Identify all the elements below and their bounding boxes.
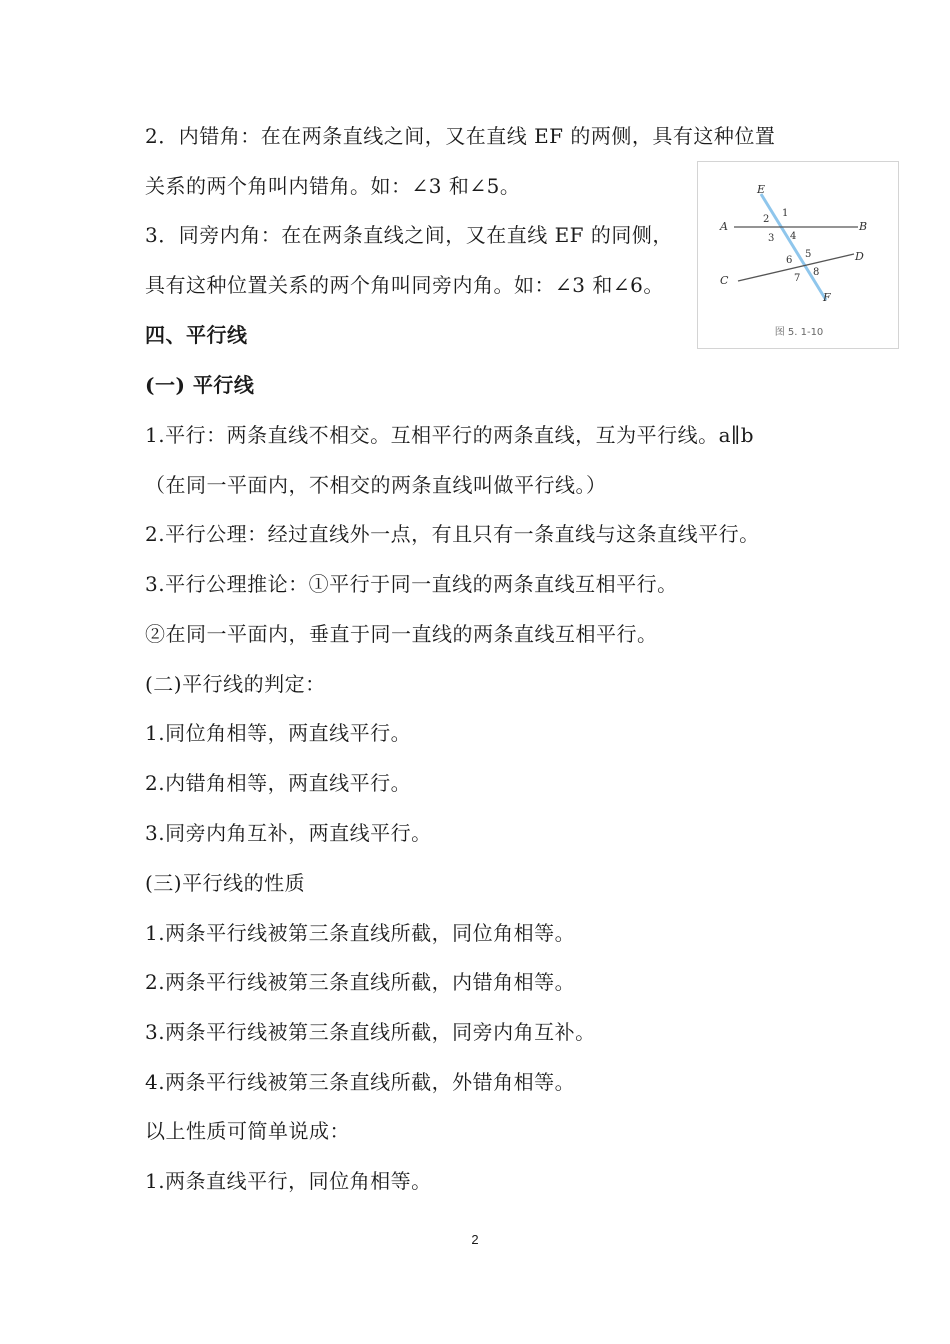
page-number: 2	[471, 1232, 479, 1247]
subsection-heading-2: (二)平行线的判定：	[145, 672, 326, 696]
angle-7-label: 7	[794, 273, 801, 284]
text-line-4: 具有这种位置关系的两个角叫同旁内角。如：∠3 和∠6。	[145, 273, 664, 297]
text-line-17: 1.两条平行线被第三条直线所截，同位角相等。	[145, 921, 576, 945]
angle-6-label: 6	[786, 255, 793, 266]
angle-1-label: 1	[782, 208, 789, 219]
text-line-18: 2.两条平行线被第三条直线所截，内错角相等。	[145, 970, 576, 994]
label-d: D	[855, 250, 864, 263]
text-line-21: 以上性质可简单说成：	[145, 1119, 350, 1143]
text-line-15: 3.同旁内角互补，两直线平行。	[145, 821, 432, 845]
text-line-2: 关系的两个角叫内错角。如：∠3 和∠5。	[145, 174, 521, 198]
text-line-13: 1.同位角相等，两直线平行。	[145, 721, 412, 745]
label-f: F	[823, 291, 831, 304]
text-line-20: 4.两条平行线被第三条直线所截，外错角相等。	[145, 1070, 576, 1094]
angle-diagram	[698, 162, 900, 350]
text-line-7: 1.平行：两条直线不相交。互相平行的两条直线，互为平行线。a∥b	[145, 423, 755, 447]
text-line-9: 2.平行公理：经过直线外一点，有且只有一条直线与这条直线平行。	[145, 522, 760, 546]
label-a: A	[720, 220, 728, 233]
label-c: C	[720, 274, 729, 287]
text-line-19: 3.两条平行线被第三条直线所截，同旁内角互补。	[145, 1020, 596, 1044]
angle-4-label: 4	[790, 231, 797, 242]
label-b: B	[859, 220, 868, 233]
section-heading-parallel-lines: 四、平行线	[145, 323, 248, 347]
transversal-ef	[761, 194, 826, 300]
text-line-3: 3．同旁内角：在在两条直线之间，又在直线 EF 的同侧，	[145, 223, 673, 247]
text-line-11: ②在同一平面内，垂直于同一直线的两条直线互相平行。	[145, 622, 658, 646]
figure-caption: 图 5. 1-10	[774, 327, 824, 338]
text-line-14: 2.内错角相等，两直线平行。	[145, 771, 412, 795]
angle-2-label: 2	[763, 214, 770, 225]
text-line-1: 2．内错角：在在两条直线之间，又在直线 EF 的两侧，具有这种位置	[145, 124, 776, 148]
subsection-heading-1: (一) 平行线	[145, 373, 255, 397]
angle-8-label: 8	[813, 267, 820, 278]
angle-5-label: 5	[805, 249, 812, 260]
text-line-22: 1.两条直线平行，同位角相等。	[145, 1169, 432, 1193]
subsection-heading-3: (三)平行线的性质	[145, 871, 306, 895]
text-line-8: （在同一平面内，不相交的两条直线叫做平行线。）	[145, 473, 607, 497]
text-line-10: 3.平行公理推论：①平行于同一直线的两条直线互相平行。	[145, 572, 678, 596]
angle-3-label: 3	[768, 233, 775, 244]
angle-figure	[697, 161, 899, 349]
label-e: E	[757, 183, 766, 196]
